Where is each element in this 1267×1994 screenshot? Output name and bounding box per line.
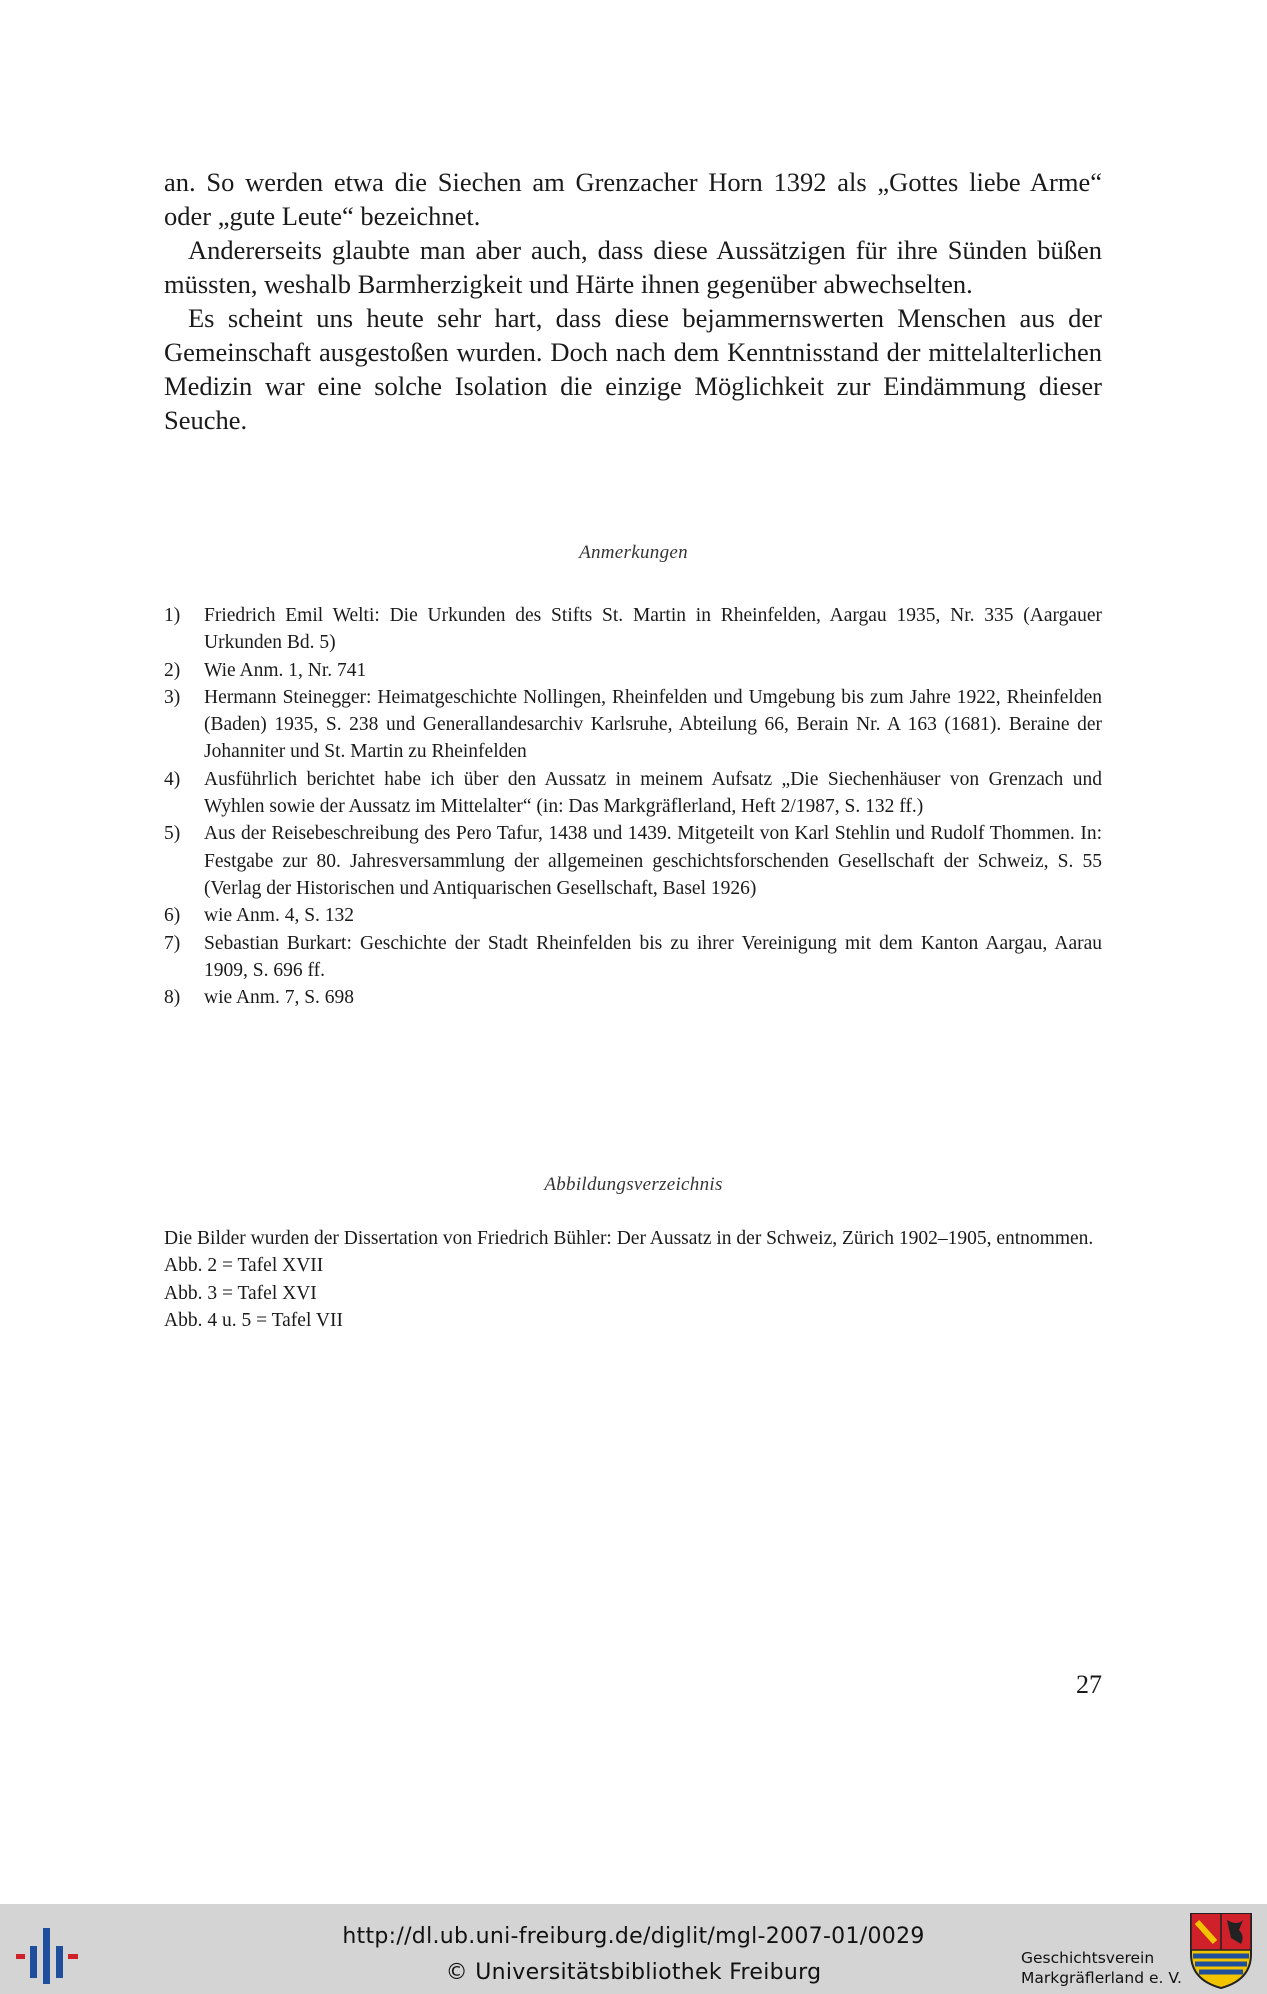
paragraph-2: Andererseits glaubte man aber auch, dass diese Aussätzigen für ihre Sünden büßen müssten, weshalb Barmherzigkeit und Härte ihnen gegenüber abwechselten. <box>164 235 1102 299</box>
figure-line: Abb. 4 u. 5 = Tafel VII <box>164 1309 343 1331</box>
note-item <box>164 684 1102 766</box>
page-number: 27 <box>1076 1670 1102 1699</box>
note-item <box>164 902 1102 929</box>
publisher-name <box>1021 1948 1182 1988</box>
note-number: 2) <box>164 659 181 681</box>
footer-bar <box>0 1904 1267 1994</box>
copyright-text: © Universitätsbibliothek Freiburg <box>445 1960 822 1985</box>
coat-of-arms-icon <box>1189 1912 1253 1990</box>
document-url-link[interactable]: http://dl.ub.uni-freiburg.de/diglit/mgl-2007-01/0029 <box>342 1924 925 1949</box>
note-text: wie Anm. 7, S. 698 <box>204 987 355 1009</box>
note-item <box>164 984 1102 1011</box>
note-number: 4) <box>164 768 181 790</box>
note-number: 6) <box>164 905 181 927</box>
body-text <box>164 165 1102 437</box>
note-item <box>164 766 1102 821</box>
note-number: 8) <box>164 987 181 1009</box>
note-item <box>164 820 1102 902</box>
figure-line: Abb. 3 = Tafel XVI <box>164 1282 317 1304</box>
figures-heading: Abbildungsverzeichnis <box>544 1174 723 1195</box>
publisher-line-2: Markgräflerland e. V. <box>1021 1969 1182 1987</box>
notes-heading: Anmerkungen <box>579 542 688 563</box>
notes-list <box>164 602 1102 1011</box>
note-text: Sebastian Burkart: Geschichte der Stadt Rheinfelden bis zu ihrer Vereinigung mit dem Kanton Aargau, Aarau 1909, S. 696 ff. <box>204 932 1102 981</box>
note-text: Ausführlich berichtet habe ich über den Aussatz in meinem Aufsatz „Die Siechenhäuser von Grenzach und Wyhlen sowie der Aussatz im Mittelalter“ (in: Das Markgräflerland, Heft 2/1987, S. 132 ff.) <box>204 768 1102 818</box>
note-number: 5) <box>164 823 181 845</box>
note-text: Friedrich Emil Welti: Die Urkunden des Stifts St. Martin in Rheinfelden, Aargau 1935, Nr. 335 (Aargauer Urkunden Bd. 5) <box>204 605 1102 654</box>
paragraph-1: an. So werden etwa die Siechen am Grenzacher Horn 1392 als „Gottes liebe Arme“ oder „gute Leute“ bezeichnet. <box>164 167 1102 231</box>
note-text: Hermann Steinegger: Heimatgeschichte Nollingen, Rheinfelden und Umgebung bis zum Jahre 1922, Rheinfelden (Baden) 1935, S. 238 und Generallandesarchiv Karlsruhe, Abteilung 66, Berain Nr. A 163 (1681). Beraine der Johanniter und St. Martin zu Rheinfelden <box>204 686 1102 763</box>
note-text: wie Anm. 4, S. 132 <box>204 905 355 927</box>
figures-list <box>164 1225 1102 1334</box>
note-number: 3) <box>164 686 181 708</box>
note-item <box>164 602 1102 657</box>
figures-lead: Die Bilder wurden der Dissertation von Friedrich Bühler: Der Aussatz in der Schweiz, Zürich 1902–1905, entnommen. <box>164 1228 1094 1249</box>
note-text: Aus der Reisebeschreibung des Pero Tafur, 1438 und 1439. Mitgeteilt von Karl Stehlin und Rudolf Thommen. In: Festgabe zur 80. Jahresversammlung der allgemeinen geschichtsforschenden Gesellschaft der Schweiz, S. 55 (Verlag der Historischen und Antiquarischen Gesellschaft, Basel 1926) <box>204 823 1102 899</box>
note-item <box>164 657 1102 684</box>
note-number: 1) <box>164 605 181 626</box>
note-item <box>164 930 1102 985</box>
note-text: Wie Anm. 1, Nr. 741 <box>204 659 367 681</box>
figure-line: Abb. 2 = Tafel XVII <box>164 1255 324 1277</box>
note-number: 7) <box>164 932 181 954</box>
paragraph-3: Es scheint uns heute sehr hart, dass diese bejammernswerten Menschen aus der Gemeinschaft ausgestoßen wurden. Doch nach dem Kenntnisstand der mittelalterlichen Medizin war eine solche Isolation die einzige Möglichkeit zur Eindämmung dieser Seuche. <box>164 303 1102 435</box>
publisher-line-1: Geschichtsverein <box>1021 1949 1155 1967</box>
